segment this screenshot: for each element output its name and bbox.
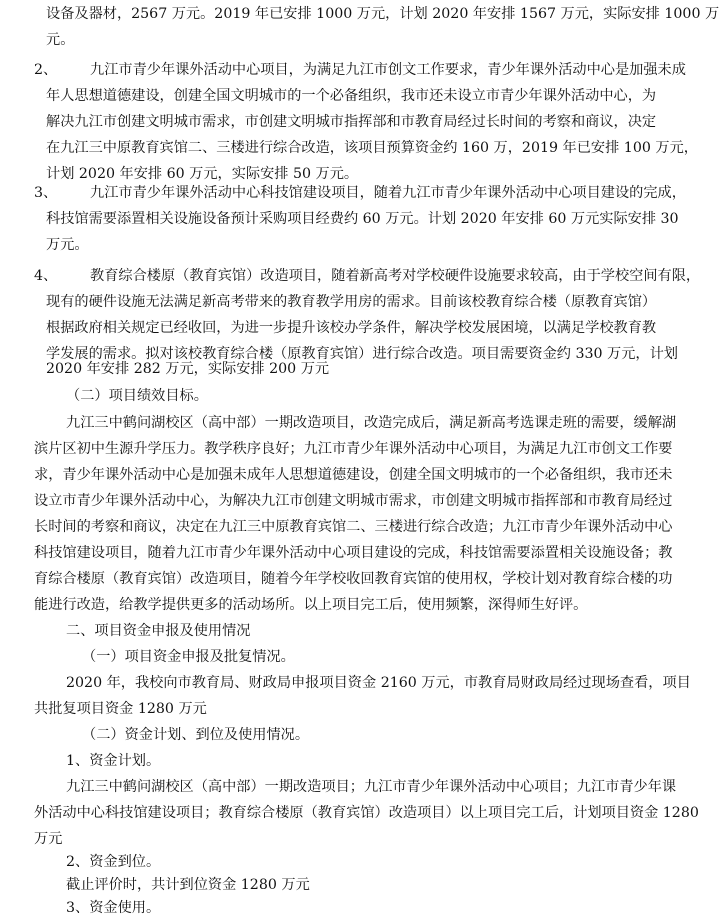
plan-heading: 1、资金计划。 xyxy=(66,753,161,769)
item-3-line-1: 九江市青少年课外活动中心科技馆建设项目，随着九江市青少年课外活动中心项目建设的完成， xyxy=(90,185,686,201)
intro-line-1: 设备及器材，2567 万元。2019 年已安排 1000 万元，计划 2020 年安排 1567 万元，实际安排 1000 万 xyxy=(46,6,719,22)
section2-heading: 二、项目资金申报及使用情况 xyxy=(66,623,251,639)
item-2-line-3: 解决九江市创建文明城市需求，市创建文明城市指挥部和市教育局经过长时间的考察和商议，决定 xyxy=(46,114,657,130)
item-2-line-5: 计划 2020 年安排 60 万元，实际安排 50 万元。 xyxy=(46,166,359,182)
item-4-line-1: 教育综合楼原（教育宾馆）改造项目，随着新高考对学校硬件设施要求较高，由于学校空间有限， xyxy=(90,268,701,284)
use-heading: 3、资金使用。 xyxy=(66,900,161,916)
goals-line-1: 九江三中鹤问湖校区（高中部）一期改造项目，改造完成后，满足新高考选课走班的需要，缓解湖 xyxy=(66,415,677,431)
section2-sub1-line-1: 2020 年，我校向市教育局、财政局申报项目资金 2160 万元，市教育局财政局经过现场查看，项目 xyxy=(66,675,691,691)
section2-sub2-heading: （二）资金计划、到位及使用情况。 xyxy=(82,727,310,743)
item-4-line-2: 现有的硬件设施无法满足新高考带来的教育教学用房的需求。目前该校教育综合楼（原教育宾馆） xyxy=(46,294,657,310)
item-2-line-2: 年人思想道德建设，创建全国文明城市的一个必备组织，我市还未设立市青少年课外活动中心，为 xyxy=(46,88,657,104)
section2-sub1-line-2: 共批复项目资金 1280 万元 xyxy=(34,701,207,717)
item-number-4: 4、 xyxy=(34,268,58,284)
arrival-heading: 2、资金到位。 xyxy=(66,854,161,870)
goals-line-3: 求，青少年课外活动中心是加强未成年人思想道德建设，创建全国文明城市的一个必备组织，我市还未 xyxy=(34,467,673,483)
goals-line-8: 能进行改造，给教学提供更多的活动场所。以上项目完工后，使用频繁，深得师生好评。 xyxy=(34,597,588,613)
intro-line-2: 元。 xyxy=(46,32,75,48)
goals-line-2: 滨片区初中生源升学压力。教学秩序良好；九江市青少年课外活动中心项目，为满足九江市创文工作要 xyxy=(34,441,673,457)
goals-line-6: 科技馆建设项目，随着九江市青少年课外活动中心项目建设的完成，科技馆需要添置相关设施设备；教 xyxy=(34,545,673,561)
goals-line-5: 长时间的考察和商议，决定在九江三中原教育宾馆二、三楼进行综合改造；九江市青少年课外活动中心 xyxy=(34,519,673,535)
item-2-line-4: 在九江三中原教育宾馆二、三楼进行综合改造，该项目预算资金约 160 万，2019 年已安排 100 万元， xyxy=(46,140,698,156)
plan-line-3: 万元 xyxy=(34,831,63,847)
plan-line-1: 九江三中鹤问湖校区（高中部）一期改造项目；九江市青少年课外活动中心项目；九江市青少年课 xyxy=(66,779,677,795)
section2-sub1-heading: （一）项目资金申报及批复情况。 xyxy=(82,649,295,665)
plan-line-2: 外活动中心科技馆建设项目；教育综合楼原（教育宾馆）改造项目）以上项目完工后，计划项目资金 1280 xyxy=(34,805,699,821)
item-4-line-3: 根据政府相关规定已经收回，为进一步提升该校办学条件，解决学校发展困境，以满足学校教育教 xyxy=(46,320,657,336)
item-number-3: 3、 xyxy=(34,185,58,201)
item-number-2: 2、 xyxy=(34,62,58,78)
item-4-line-5: 2020 年安排 282 万元，实际安排 200 万元 xyxy=(46,361,330,377)
item-3-line-2: 科技馆需要添置相关设施设备预计采购项目经费约 60 万元。计划 2020 年安排 60 万元实际安排 30 xyxy=(46,211,679,227)
arrival-line: 截止评价时，共计到位资金 1280 万元 xyxy=(66,877,310,893)
item-2-line-1: 九江市青少年课外活动中心项目，为满足九江市创文工作要求，青少年课外活动中心是加强未成 xyxy=(90,62,686,78)
item-4-line-4: 学发展的需求。拟对该校教育综合楼（原教育宾馆）进行综合改造。项目需要资金约 330 万元，计划 xyxy=(46,346,678,362)
goals-line-4: 设立市青少年课外活动中心，为解决九江市创建文明城市需求，市创建文明城市指挥部和市教育局经过 xyxy=(34,493,673,509)
goals-line-7: 育综合楼原（教育宾馆）改造项目，随着今年学校收回教育宾馆的使用权，学校计划对教育综合楼的功 xyxy=(34,571,673,587)
item-3-line-3: 万元。 xyxy=(46,237,89,253)
goals-heading: （二）项目绩效目标。 xyxy=(66,388,208,404)
